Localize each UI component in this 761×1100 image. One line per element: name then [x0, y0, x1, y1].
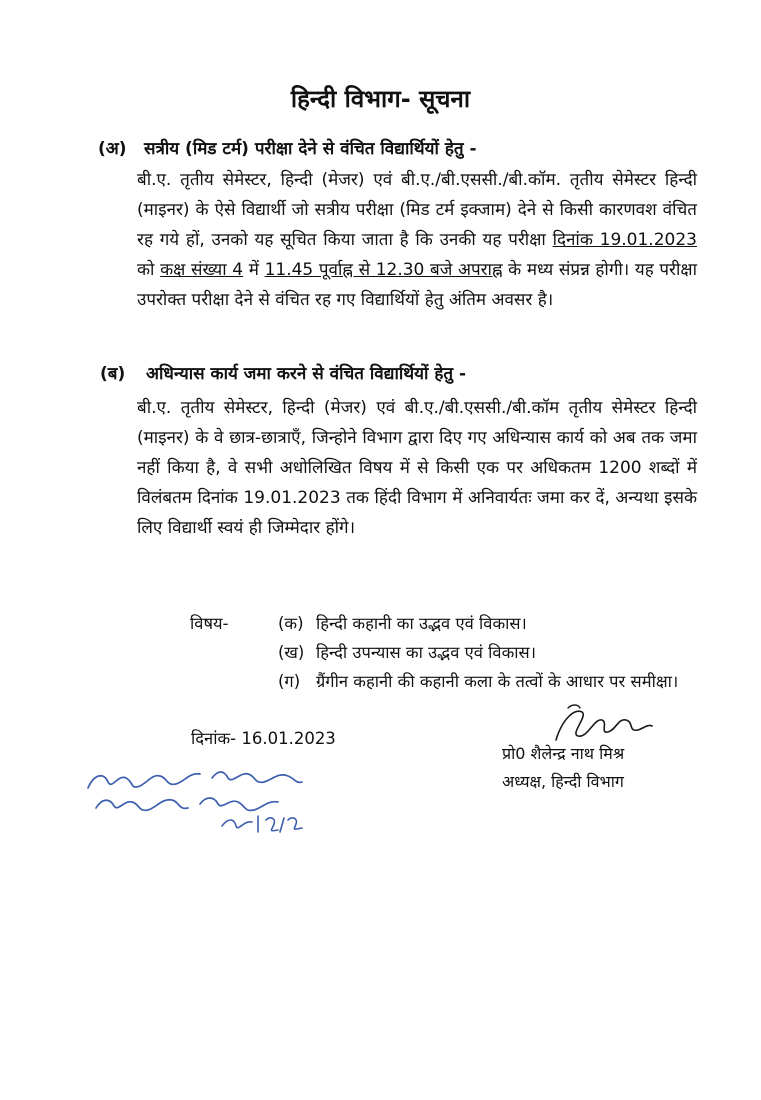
- section-a-text-2: को: [137, 260, 161, 280]
- signatory-designation: अध्यक्ष, हिन्दी विभाग: [502, 772, 624, 791]
- section-b-paragraph: बी.ए. तृतीय सेमेस्टर, हिन्दी (मेजर) एवं बी.ए./बी.एससी./बी.कॉम तृतीय सेमेस्टर हिन्दी (माइनर) के वे छात्र-छात्राएँ, जिन्होने विभाग द्वारा दिए गए अधिन्यास कार्य को अब तक जमा नहीं किया है, वे सभी अधोलिखित विषय में से किसी एक पर अधिकतम 1200 शब्दों में विलंबतम दिनांक 19.01.2023 तक हिंदी विभाग में अनिवार्यतः जमा कर दें, अन्यथा इसके लिए विद्यार्थी स्वयं ही जिम्मेदार होंगे।: [137, 398, 697, 538]
- topics-list: [190, 609, 678, 696]
- section-b-heading-text: अधिन्यास कार्य जमा करने से वंचित विद्यार्थियों हेतु -: [146, 364, 467, 384]
- exam-time: 11.45 पूर्वाह्न से 12.30 बजे अपराह्न: [264, 260, 503, 280]
- section-a-marker: (अ): [98, 139, 127, 159]
- topic-text: ग्रैंगीन कहानी की कहानी कला के तत्वों के आधार पर समीक्षा।: [316, 672, 679, 691]
- signatory-block: [502, 740, 624, 796]
- topic-text: हिन्दी कहानी का उद्भव एवं विकास।: [316, 614, 527, 633]
- topic-marker: (ख): [278, 643, 305, 662]
- topics-label: विषय-: [190, 614, 229, 633]
- signatory-name: प्रो0 शैलेन्द्र नाथ मिश्र: [502, 744, 625, 763]
- exam-room: कक्ष संख्या 4: [160, 260, 244, 280]
- topic-marker: (क): [278, 614, 304, 633]
- exam-date: दिनांक 19.01.2023: [552, 230, 697, 250]
- section-a-heading: [98, 136, 477, 162]
- section-a-text-1: बी.ए. तृतीय सेमेस्टर, हिन्दी (मेजर) एवं बी.ए./बी.एससी./बी.कॉम. तृतीय सेमेस्टर हिन्दी (माइनर) के ऐसे विद्यार्थी जो सत्रीय परीक्षा (मिड टर्म इक्जाम) देने से किसी कारणवश वंचित रह गये हों, उनको यह सूचित किया जाता है कि उनकी यह परीक्षा: [137, 170, 697, 250]
- handwritten-note-image: [82, 760, 312, 840]
- notice-date: दिनांक- 16.01.2023: [191, 729, 336, 748]
- section-b-marker: (ब): [100, 364, 126, 384]
- topic-item: [190, 638, 678, 667]
- section-a-text-3: में: [243, 260, 265, 280]
- notice-title: हिन्दी विभाग- सूचना: [290, 85, 471, 113]
- topic-marker: (ग): [278, 672, 301, 691]
- section-a-paragraph: [137, 165, 697, 315]
- section-a-text-4: के मध्य संप्रन्न होगी। यह परीक्षा उपरोक्त परीक्षा देने से वंचित रह गए विद्यार्थियों हेतु अंतिम अवसर है।: [137, 260, 697, 310]
- topic-item: [190, 609, 678, 638]
- topic-text: हिन्दी उपन्यास का उद्भव एवं विकास।: [316, 643, 536, 662]
- topic-item: [190, 667, 678, 696]
- section-b-heading: [100, 361, 466, 387]
- section-a-heading-text: सत्रीय (मिड टर्म) परीक्षा देने से वंचित विद्यार्थियों हेतु -: [144, 139, 477, 159]
